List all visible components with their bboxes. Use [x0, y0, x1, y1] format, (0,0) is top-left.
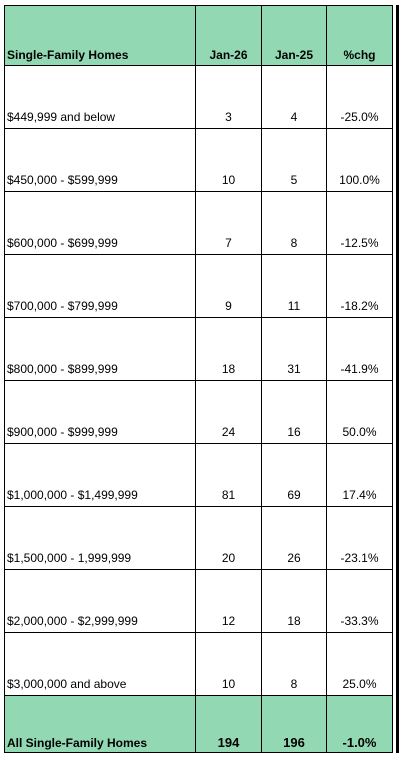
jan-26-cell[interactable]: 9	[196, 255, 262, 318]
price-range-cell[interactable]: $1,000,000 - $1,499,999	[5, 444, 196, 507]
table-row	[5, 444, 393, 507]
single-family-homes-table	[4, 5, 393, 753]
jan-26-cell[interactable]: 81	[196, 444, 262, 507]
table-row	[5, 255, 393, 318]
table-row	[5, 129, 393, 192]
price-range-cell[interactable]: $2,000,000 - $2,999,999	[5, 570, 196, 633]
header-jan-26[interactable]: Jan-26	[196, 6, 262, 66]
price-range-cell[interactable]: $900,000 - $999,999	[5, 381, 196, 444]
pct-change-cell[interactable]: 17.4%	[327, 444, 393, 507]
pct-change-cell[interactable]: 100.0%	[327, 129, 393, 192]
price-range-cell[interactable]: $449,999 and below	[5, 66, 196, 129]
pct-change-cell[interactable]: -25.0%	[327, 66, 393, 129]
jan-25-cell[interactable]: 16	[262, 381, 327, 444]
pct-change-cell[interactable]: 25.0%	[327, 633, 393, 696]
price-range-cell[interactable]: $450,000 - $599,999	[5, 129, 196, 192]
jan-25-cell[interactable]: 5	[262, 129, 327, 192]
column-border-divider	[396, 5, 399, 753]
table-row	[5, 633, 393, 696]
table-row	[5, 66, 393, 129]
total-label-cell[interactable]: All Single-Family Homes	[5, 696, 196, 753]
header-category[interactable]: Single-Family Homes	[5, 6, 196, 66]
jan-26-cell[interactable]: 3	[196, 66, 262, 129]
price-range-cell[interactable]: $800,000 - $899,999	[5, 318, 196, 381]
price-range-cell[interactable]: $600,000 - $699,999	[5, 192, 196, 255]
jan-26-cell[interactable]: 24	[196, 381, 262, 444]
price-range-cell[interactable]: $3,000,000 and above	[5, 633, 196, 696]
total-row	[5, 696, 393, 753]
jan-25-cell[interactable]: 8	[262, 633, 327, 696]
pct-change-cell[interactable]: -23.1%	[327, 507, 393, 570]
price-range-cell[interactable]: $700,000 - $799,999	[5, 255, 196, 318]
jan-25-cell[interactable]: 4	[262, 66, 327, 129]
pct-change-cell[interactable]: 50.0%	[327, 381, 393, 444]
header-jan-25[interactable]: Jan-25	[262, 6, 327, 66]
header-row	[5, 6, 393, 66]
total-jan-26-cell[interactable]: 194	[196, 696, 262, 753]
jan-26-cell[interactable]: 7	[196, 192, 262, 255]
table-row	[5, 507, 393, 570]
jan-25-cell[interactable]: 18	[262, 570, 327, 633]
jan-25-cell[interactable]: 26	[262, 507, 327, 570]
header-pct-change[interactable]: %chg	[327, 6, 393, 66]
jan-25-cell[interactable]: 31	[262, 318, 327, 381]
jan-25-cell[interactable]: 8	[262, 192, 327, 255]
jan-26-cell[interactable]: 18	[196, 318, 262, 381]
pct-change-cell[interactable]: -12.5%	[327, 192, 393, 255]
total-pct-change-cell[interactable]: -1.0%	[327, 696, 393, 753]
pct-change-cell[interactable]: -18.2%	[327, 255, 393, 318]
pct-change-cell[interactable]: -33.3%	[327, 570, 393, 633]
table-row	[5, 381, 393, 444]
table-row	[5, 318, 393, 381]
table-row	[5, 192, 393, 255]
price-range-cell[interactable]: $1,500,000 - 1,999,999	[5, 507, 196, 570]
jan-26-cell[interactable]: 10	[196, 129, 262, 192]
jan-26-cell[interactable]: 12	[196, 570, 262, 633]
jan-25-cell[interactable]: 69	[262, 444, 327, 507]
jan-25-cell[interactable]: 11	[262, 255, 327, 318]
jan-26-cell[interactable]: 10	[196, 633, 262, 696]
table-row	[5, 570, 393, 633]
total-jan-25-cell[interactable]: 196	[262, 696, 327, 753]
jan-26-cell[interactable]: 20	[196, 507, 262, 570]
pct-change-cell[interactable]: -41.9%	[327, 318, 393, 381]
